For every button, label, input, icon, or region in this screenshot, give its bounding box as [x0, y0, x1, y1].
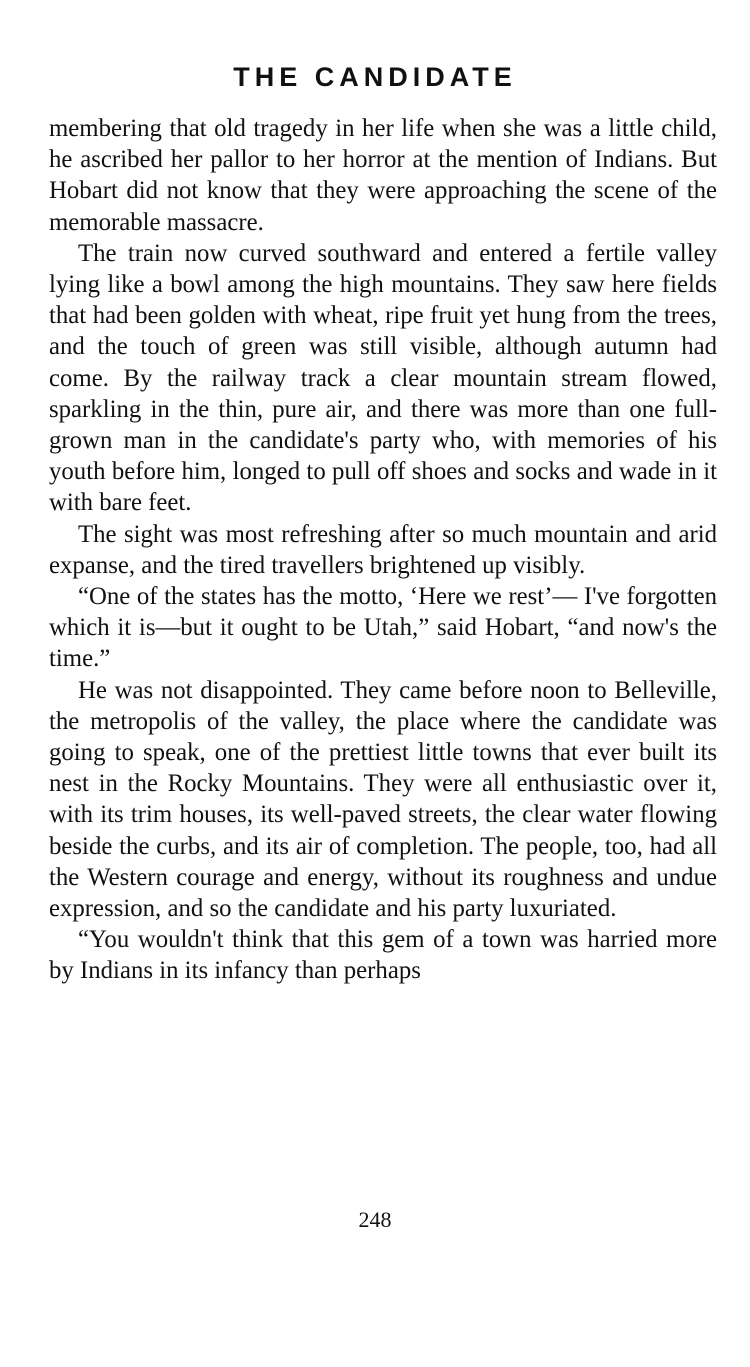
paragraph: “You wouldn't think that this gem of a town was harried more by Indians in its infancy than perhaps — [49, 926, 717, 985]
paragraph: “One of the states has the motto, ‘Here we rest’— I've forgotten which it is—but it ought to be Utah,” said Hobart, “and now's the time.” — [49, 583, 717, 673]
body-text — [49, 113, 717, 987]
paragraph: The sight was most refreshing after so much mountain and arid expanse, and the tired travellers brightened up visibly. — [49, 520, 717, 579]
paragraph: The train now curved southward and entered a fertile valley lying like a bowl among the high mountains. They saw here fields that had been golden with wheat, ripe fruit yet hung from the trees, and the touch of green was still visible, although autumn had come. By the railway track a clear mountain stream flowed, sparkling in the thin, pure air, and there was more than one full-grown man in the candidate's party who, with memories of his youth before him, longed to pull off shoes and socks and wade in it with bare feet. — [49, 239, 717, 517]
page-number: 248 — [358, 1207, 392, 1232]
paragraph: He was not disappointed. They came before noon to Belleville, the metropolis of the valley, the place where the candidate was going to speak, one of the prettiest little towns that ever built its nest in the Rocky Mountains. They were all enthusiastic over it, with its trim houses, its well-paved streets, the clear water flowing beside the curbs, and its air of completion. The people, too, had all the Western courage and energy, without its roughness and undue expression, and so the candidate and his party luxuriated. — [49, 676, 717, 923]
running-head-title: THE CANDIDATE — [233, 62, 517, 92]
paragraph-continuation: membering that old tragedy in her life when she was a little child, he ascribed her pallor to her horror at the mention of Indians. But Hobart did not know that they were approaching the scene of the memorable massacre. — [49, 115, 717, 236]
